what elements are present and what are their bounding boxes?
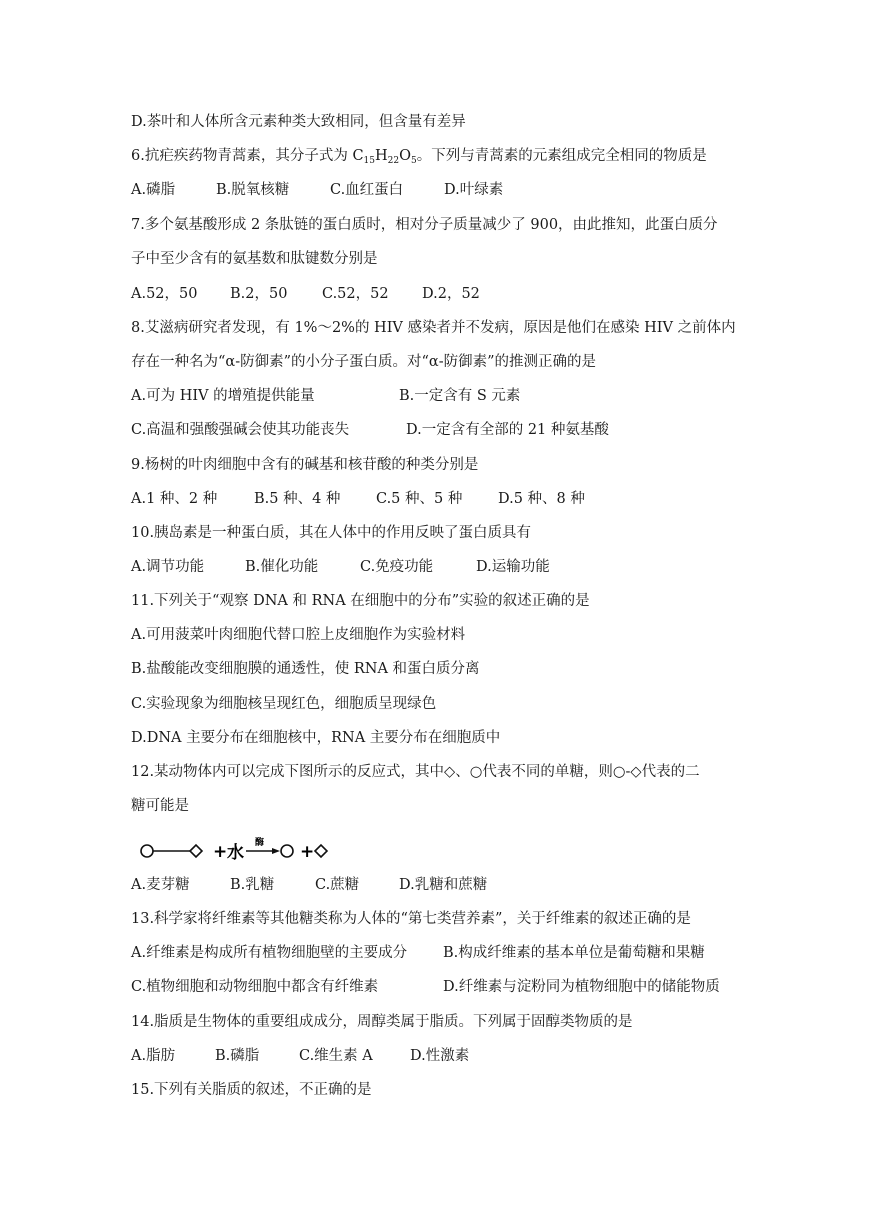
q6-option-b: B.脱氧核糖 [216,182,290,198]
product-circle-icon [281,845,293,857]
q10-option-d: D.运输功能 [476,559,550,575]
q6-h: H [375,148,388,164]
q13-option-c: C.植物细胞和动物细胞中都含有纤维素 [131,979,379,995]
q6-option-c: C.血红蛋白 [330,182,404,198]
q6-sub-h: 22 [387,156,400,166]
reaction-diagram [138,836,398,866]
q6-sub-c: 15 [363,156,375,166]
question-12-line-2: 糖可能是 [131,798,189,814]
q11-option-c: C.实验现象为细胞核呈现红色，细胞质呈现绿色 [131,696,437,712]
reaction-arrow-head-icon [272,848,280,854]
q9-option-c: C.5 种、5 种 [376,491,463,507]
q10-option-b: B.催化功能 [245,559,319,575]
q7-option-d: D.2，52 [422,286,480,302]
reaction-water: 水 [227,843,244,863]
q9-option-d: D.5 种、8 种 [498,491,585,507]
q8-option-d: D.一定含有全部的 21 种氨基酸 [406,422,609,438]
q13-option-d: D.纤维素与淀粉同为植物细胞中的储能物质 [443,979,720,995]
q7-option-c: C.52，52 [322,286,389,302]
q14-option-b: B.磷脂 [215,1048,260,1064]
question-7-line-1: 7.多个氨基酸形成 2 条肽链的蛋白质时，相对分子质量减少了 900，由此推知，此蛋白质分 [131,217,718,233]
q7-option-a: A.52，50 [131,286,198,302]
question-8-line-2: 存在一种名为“α-防御素”的小分子蛋白质。对“α-防御素”的推测正确的是 [131,354,597,370]
q6-sub-o: 5 [411,156,417,166]
question-9: 9.杨树的叶肉细胞中含有的碱基和核苷酸的种类分别是 [131,457,479,473]
question-14: 14.脂质是生物体的重要组成成分，周醇类属于脂质。下列属于固醇类物质的是 [131,1014,633,1030]
monosaccharide-diamond-icon [190,845,202,857]
reaction-plus-2: + [300,842,315,862]
q7-option-b: B.2，50 [230,286,288,302]
q8-option-b: B.一定含有 S 元素 [399,388,521,404]
monosaccharide-circle-icon [141,845,153,857]
q13-option-a: A.纤维素是构成所有植物细胞壁的主要成分 [131,945,408,961]
q8-option-c: C.高温和强酸强碱会使其功能丧失 [131,422,350,438]
q5-option-d: D.茶叶和人体所含元素种类大致相同，但含量有差异 [131,114,466,130]
q12-option-c: C.蔗糖 [315,877,360,893]
q13-option-b: B.构成纤维素的基本单位是葡萄糖和果糖 [443,945,705,961]
question-7-line-2: 子中至少含有的氨基数和肽键数分别是 [131,251,378,267]
q8-option-a: A.可为 HIV 的增殖提供能量 [131,388,315,404]
question-8-line-1: 8.艾滋病研究者发现，有 1%～2%的 HIV 感染者并不发病，原因是他们在感染 HIV 之前体内 [131,320,736,336]
q11-option-a: A.可用菠菜叶肉细胞代替口腔上皮细胞作为实验材料 [131,627,466,643]
reaction-equation [138,836,398,866]
question-10: 10.胰岛素是一种蛋白质，其在人体中的作用反映了蛋白质具有 [131,525,532,541]
q12-option-a: A.麦芽糖 [131,877,190,893]
question-11: 11.下列关于“观察 DNA 和 RNA 在细胞中的分布”实验的叙述正确的是 [131,593,590,609]
question-13: 13.科学家将纤维素等其他糖类称为人体的“第七类营养素”，关于纤维素的叙述正确的是 [131,911,691,927]
q11-option-d: D.DNA 主要分布在细胞核中，RNA 主要分布在细胞质中 [131,730,501,746]
q9-option-b: B.5 种、4 种 [254,491,341,507]
reaction-enzyme-label: 酶 [255,838,265,848]
q14-option-d: D.性激素 [410,1048,470,1064]
q6-option-a: A.磷脂 [131,182,176,198]
q10-option-a: A.调节功能 [131,559,205,575]
reaction-plus-1: + [213,842,228,862]
q6-o: O [399,148,411,164]
q11-option-b: B.盐酸能改变细胞膜的通透性，使 RNA 和蛋白质分离 [131,661,480,677]
q9-option-a: A.1 种、2 种 [131,491,218,507]
q6-option-d: D.叶绿素 [444,182,504,198]
q12-option-b: B.乳糖 [230,877,275,893]
q6-text-pre: 6.抗疟疾药物青蒿素，其分子式为 C [131,148,364,164]
q14-option-c: C.维生素 A [299,1048,373,1064]
product-diamond-icon [315,845,327,857]
q6-text-post: 。下列与青蒿素的元素组成完全相同的物质是 [416,148,707,164]
question-12-line-1: 12.某动物体内可以完成下图所示的反应式，其中◇、○代表不同的单糖，则○-◇代表的二 [131,764,700,780]
question-6 [131,146,707,166]
q14-option-a: A.脂肪 [131,1048,176,1064]
question-15: 15.下列有关脂质的叙述，不正确的是 [131,1082,372,1098]
q10-option-c: C.免疫功能 [360,559,434,575]
q12-option-d: D.乳糖和蔗糖 [399,877,488,893]
